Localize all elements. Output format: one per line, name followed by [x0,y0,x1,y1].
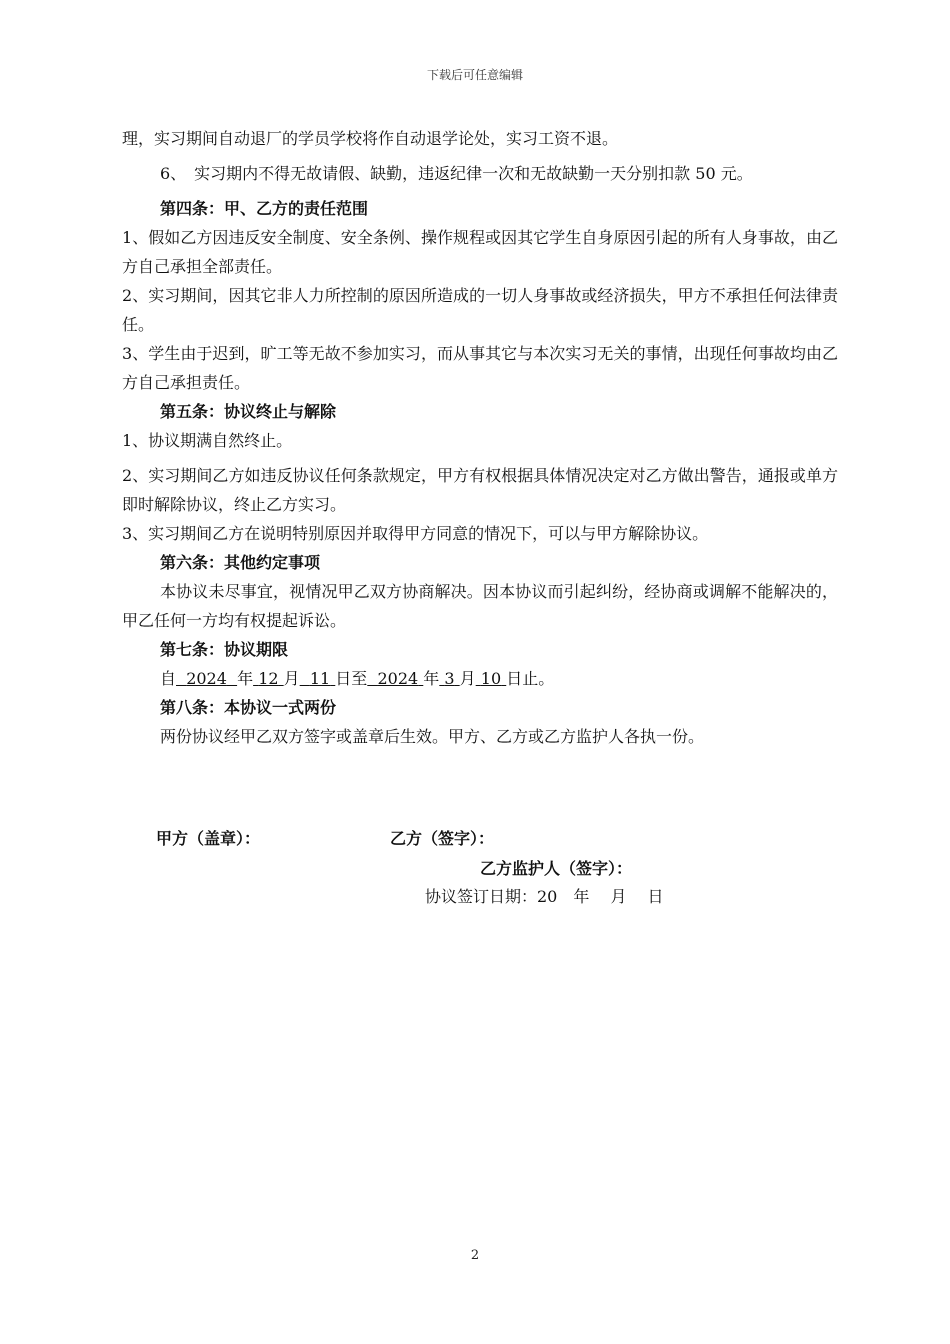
article-5-item-2: 2、实习期间乙方如违反协议任何条款规定，甲方有权根据具体情况决定对乙方做出警告，通报或单方即时解除协议，终止乙方实习。 [122,466,838,514]
document-body [122,124,838,751]
article-5-item-1: 1、协议期满自然终止。 [122,431,293,450]
page-header: 下载后可任意编辑 [426,68,523,82]
article-4-item-3: 3、学生由于迟到，旷工等无故不参加实习，而从事其它与本次实习无关的事情，出现任何事故均由乙方自己承担责任。 [122,344,838,392]
term-day-to-label: 日至 [335,669,368,688]
article-6-heading: 第六条：其他约定事项 [160,553,321,572]
term-year-label-2: 年 [423,669,440,688]
term-end-day: 10 [480,669,502,688]
page-number: 2 [470,1248,480,1263]
term-start-year: 2024 [186,669,227,688]
article-8-heading: 第八条：本协议一式两份 [160,698,337,717]
term-end-label: 日止。 [506,669,555,688]
article-8-text: 两份协议经甲乙双方签字或盖章后生效。甲方、乙方或乙方监护人各执一份。 [160,727,705,746]
term-start-day: 11 [309,669,331,688]
article-4-heading: 第四条：甲、乙方的责任范围 [160,199,369,218]
term-month-label: 月 [283,669,300,688]
term-prefix: 自 [160,669,177,688]
term-start-month: 12 [258,669,279,688]
term-end-month: 3 [444,669,455,688]
signing-date-line: 协议签订日期：20 年 月 日 [425,887,664,906]
article-5-heading: 第五条：协议终止与解除 [160,402,337,421]
term-line [122,664,838,693]
paragraph-continuation: 理，实习期间自动退厂的学员学校将作自动退学论处，实习工资不退。 [122,129,619,148]
party-a-signature-label: 甲方（盖章）： [156,829,261,848]
term-month-label-2: 月 [459,669,476,688]
party-b-signature-label: 乙方（签字）： [390,829,495,848]
article-6-text: 本协议未尽事宜，视情况甲乙双方协商解决。因本协议而引起纠纷，经协商或调解不能解决的，甲乙任何一方均有权提起诉讼。 [122,582,838,630]
article-4-item-2: 2、实习期间，因其它非人力所控制的原因所造成的一切人身事故或经济损失，甲方不承担任何法律责任。 [122,286,838,334]
term-end-year: 2024 [377,669,419,688]
article-7-heading: 第七条：协议期限 [160,640,289,659]
term-year-label: 年 [237,669,254,688]
article-4-item-1: 1、假如乙方因违反安全制度、安全条例、操作规程或因其它学生自身原因引起的所有人身事故，由乙方自己承担全部责任。 [122,228,838,276]
article-5-item-3: 3、实习期间乙方在说明特别原因并取得甲方同意的情况下，可以与甲方解除协议。 [122,524,709,543]
clause-3-item-6: 6、 实习期内不得无故请假、缺勤，违返纪律一次和无故缺勤一天分别扣款 50 元。 [160,164,753,183]
guardian-signature-label: 乙方监护人（签字）： [480,859,633,878]
